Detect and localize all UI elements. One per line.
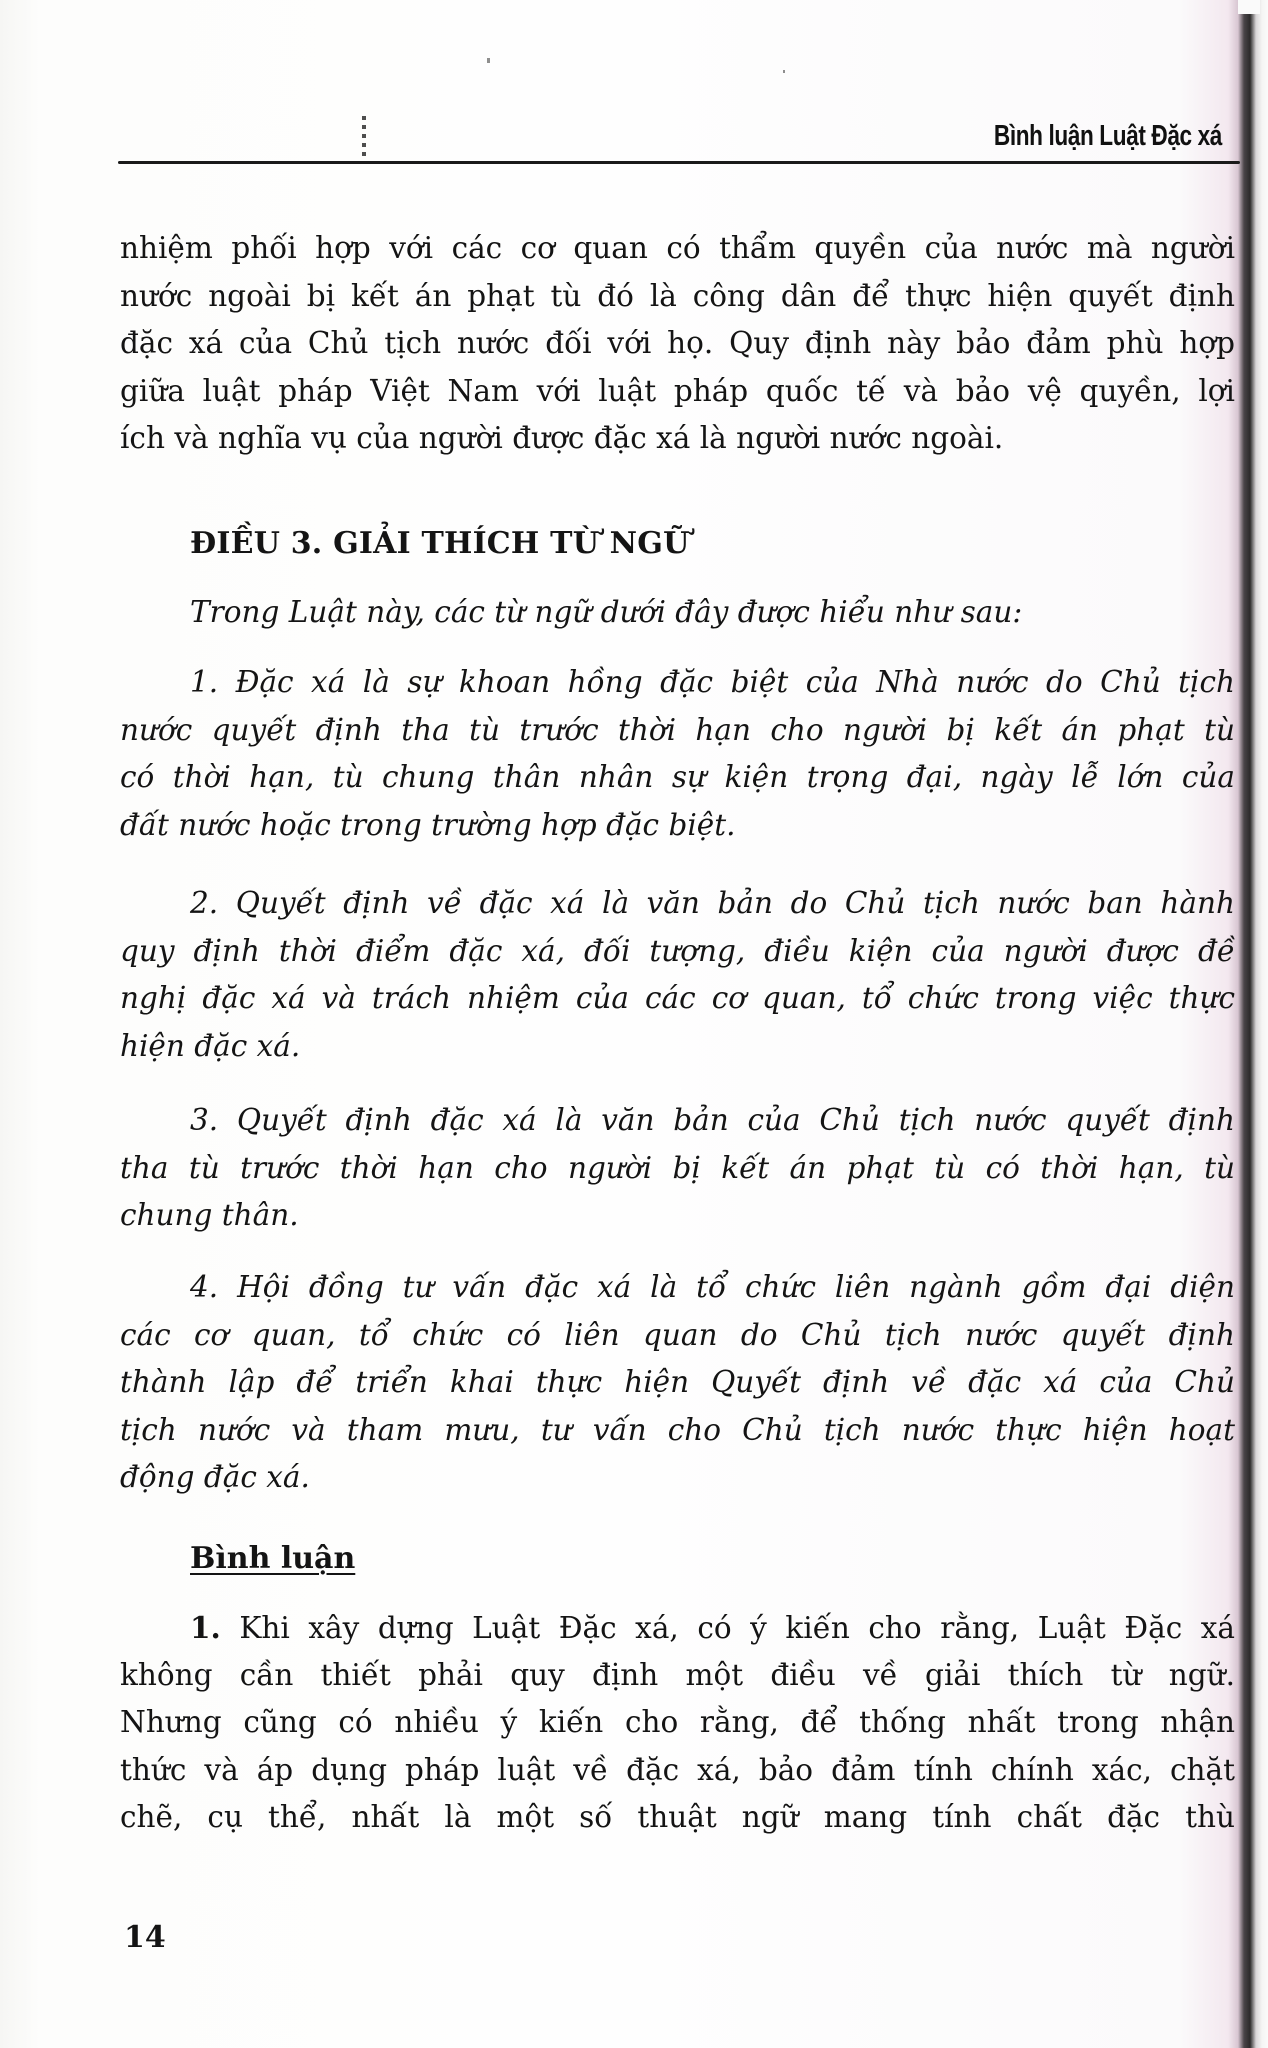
text-line: Trong Luật này, các từ ngữ dưới đây được hiểu như sau: [190,595,1023,629]
text-line: ích và nghĩa vụ của người được đặc xá là người nước ngoài. [120,421,1004,455]
header-rule [118,161,1240,164]
text-line: nhiệm phối hợp với các cơ quan có thẩm quyền của nước mà người [120,231,1235,265]
text-line: nước ngoài bị kết án phạt tù đó là công dân để thực hiện quyết định [120,278,1235,313]
scan-artifact-mark [362,116,366,160]
text-line: đặc xá của Chủ tịch nước đối với họ. Quy định này bảo đảm phù hợp [120,326,1235,360]
text-line: 2. Quyết định về đặc xá là văn bản do Chủ tịch nước ban hành [190,886,1235,920]
article-intro [120,589,1235,637]
commentary-paragraph-1 [120,1604,1235,1842]
text-line: hiện đặc xá. [120,1028,301,1063]
text-line: thành lập để triển khai thực hiện Quyết định về đặc xá của Chủ [120,1365,1235,1399]
text-line: nghị đặc xá và trách nhiệm của các cơ quan, tổ chức trong việc thực [120,981,1235,1015]
text-line: 4. Hội đồng tư vấn đặc xá là tổ chức liên ngành gồm đại diện [190,1270,1235,1304]
text-line: nước quyết định tha tù trước thời hạn cho người bị kết án phạt tù [120,712,1235,747]
definition-2 [120,880,1235,1070]
text-line: không cần thiết phải quy định một điều về giải thích từ ngữ. [120,1657,1235,1692]
text-line: động đặc xá. [120,1460,310,1494]
text-line: chung thân. [120,1198,299,1232]
continuation-paragraph [120,225,1235,463]
scan-artifact-dot [783,70,785,73]
text-line: 3. Quyết định đặc xá là văn bản của Chủ tịch nước quyết định [190,1103,1235,1137]
text-line: chẽ, cụ thể, nhất là một số thuật ngữ mang tính chất đặc thù [120,1800,1235,1834]
text-span: Khi xây dựng Luật Đặc xá, có ý kiến cho rằng, Luật Đặc xá [239,1611,1235,1645]
text-line: Nhưng cũng có nhiều ý kiến cho rằng, để thống nhất trong nhận [120,1705,1235,1739]
definition-1 [120,659,1235,849]
page-edge-top [1238,0,1260,14]
page-number: 14 [124,1920,166,1955]
text-line: có thời hạn, tù chung thân nhân sự kiện trọng đại, ngày lễ lớn của [120,760,1235,794]
running-header-title: Bình luận Luật Đặc xá [993,120,1222,152]
article-heading: ĐIỀU 3. GIẢI THÍCH TỪ NGỮ [190,526,690,561]
text-line: các cơ quan, tổ chức có liên quan do Chủ tịch nước quyết định [120,1317,1235,1352]
text-line: đất nước hoặc trong trường hợp đặc biệt. [120,807,736,842]
text-line: giữa luật pháp Việt Nam với luật pháp quốc tế và bảo vệ quyền, lợi [120,373,1235,408]
text-line: quy định thời điểm đặc xá, đối tượng, điều kiện của người được đề [120,933,1235,968]
scan-artifact-dot [487,58,490,63]
text-line [120,1604,1235,1652]
definition-3 [120,1097,1235,1240]
text-line: tha tù trước thời hạn cho người bị kết án phạt tù có thời hạn, tù [120,1150,1235,1185]
text-line: tịch nước và tham mưu, tư vấn cho Chủ tịch nước thực hiện hoạt [120,1412,1235,1447]
commentary-heading: Bình luận [190,1541,356,1576]
definition-4 [120,1264,1235,1502]
text-line: thức và áp dụng pháp luật về đặc xá, bảo đảm tính chính xác, chặt [120,1752,1235,1787]
paragraph-number: 1. [190,1610,221,1645]
text-line: 1. Đặc xá là sự khoan hồng đặc biệt của Nhà nước do Chủ tịch [190,665,1235,699]
